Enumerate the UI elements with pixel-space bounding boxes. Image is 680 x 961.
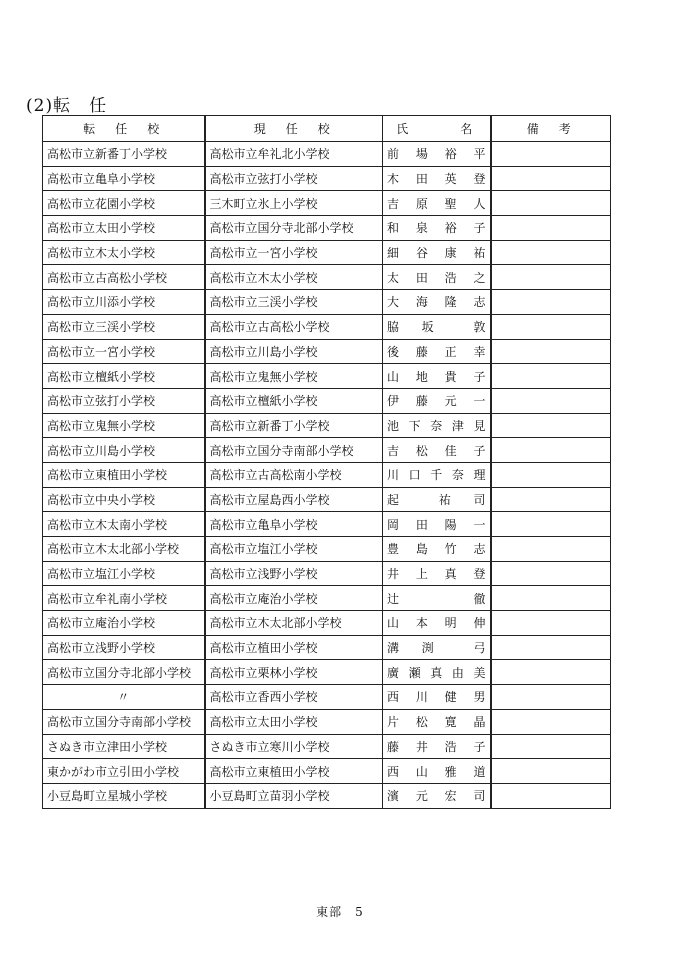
- remarks-cell: [491, 586, 611, 611]
- transfer-school-cell: 高松市立川島小学校: [43, 438, 205, 463]
- current-school-cell: 高松市立屋島西小学校: [205, 487, 383, 512]
- table-row: [43, 216, 611, 241]
- remarks-cell: [491, 512, 611, 537]
- transfer-school-cell: 小豆島町立星城小学校: [43, 783, 205, 808]
- current-school-cell: 高松市立新番丁小学校: [205, 413, 383, 438]
- table-row: [43, 660, 611, 685]
- transfer-school-cell: 高松市立古高松小学校: [43, 265, 205, 290]
- transfer-school-cell: 高松市立国分寺南部小学校: [43, 709, 205, 734]
- transfer-school-cell: 高松市立花園小学校: [43, 191, 205, 216]
- section-title: (2)転 任: [26, 96, 108, 116]
- table-row: [43, 734, 611, 759]
- name-cell: 西山雅道: [383, 759, 491, 784]
- remarks-cell: [491, 783, 611, 808]
- remarks-cell: [491, 462, 611, 487]
- current-school-cell: 高松市立塩江小学校: [205, 537, 383, 562]
- remarks-cell: [491, 388, 611, 413]
- remarks-cell: [491, 438, 611, 463]
- table-row: [43, 685, 611, 710]
- current-school-cell: 高松市立庵治小学校: [205, 586, 383, 611]
- header-transfer-school: 転 任 校: [43, 116, 205, 142]
- current-school-cell: さぬき市立寒川小学校: [205, 734, 383, 759]
- current-school-cell: 高松市立牟礼北小学校: [205, 142, 383, 167]
- name-cell: 吉松佳子: [383, 438, 491, 463]
- current-school-cell: 高松市立川島小学校: [205, 339, 383, 364]
- current-school-cell: 高松市立香西小学校: [205, 685, 383, 710]
- table-row: [43, 339, 611, 364]
- name-cell: 豊島竹志: [383, 537, 491, 562]
- current-school-cell: 高松市立浅野小学校: [205, 561, 383, 586]
- table-row: [43, 388, 611, 413]
- current-school-cell: 高松市立古高松南小学校: [205, 462, 383, 487]
- name-cell: 辻 徹: [383, 586, 491, 611]
- transfer-school-cell: 高松市立木太南小学校: [43, 512, 205, 537]
- header-name: 氏 名: [383, 116, 491, 142]
- current-school-cell: 高松市立植田小学校: [205, 635, 383, 660]
- name-cell: 藤井浩子: [383, 734, 491, 759]
- remarks-cell: [491, 561, 611, 586]
- name-cell: 山本明伸: [383, 611, 491, 636]
- remarks-cell: [491, 759, 611, 784]
- remarks-cell: [491, 191, 611, 216]
- current-school-cell: 小豆島町立苗羽小学校: [205, 783, 383, 808]
- current-school-cell: 高松市立木太小学校: [205, 265, 383, 290]
- current-school-cell: 高松市立三渓小学校: [205, 290, 383, 315]
- table-row: [43, 709, 611, 734]
- transfer-school-cell: 高松市立亀阜小学校: [43, 166, 205, 191]
- table-row: [43, 142, 611, 167]
- table-row: [43, 462, 611, 487]
- name-cell: 片松寛晶: [383, 709, 491, 734]
- remarks-cell: [491, 240, 611, 265]
- name-cell: 和泉裕子: [383, 216, 491, 241]
- transfer-school-cell: 高松市立浅野小学校: [43, 635, 205, 660]
- table-row: [43, 611, 611, 636]
- transfer-school-cell: 高松市立塩江小学校: [43, 561, 205, 586]
- table-row: [43, 166, 611, 191]
- page-footer: 東部 5: [316, 905, 364, 919]
- transfer-school-cell: 高松市立木太北部小学校: [43, 537, 205, 562]
- remarks-cell: [491, 487, 611, 512]
- table-row: [43, 537, 611, 562]
- remarks-cell: [491, 290, 611, 315]
- transfer-school-cell: 高松市立檀紙小学校: [43, 364, 205, 389]
- table-body: [43, 142, 611, 809]
- remarks-cell: [491, 537, 611, 562]
- remarks-cell: [491, 314, 611, 339]
- name-cell: 廣瀬真由美: [383, 660, 491, 685]
- transfer-school-cell: 高松市立牟礼南小学校: [43, 586, 205, 611]
- name-cell: 濱元宏司: [383, 783, 491, 808]
- remarks-cell: [491, 364, 611, 389]
- transfer-school-cell: 高松市立国分寺北部小学校: [43, 660, 205, 685]
- name-cell: 吉原聖人: [383, 191, 491, 216]
- table-header-row: [43, 116, 611, 142]
- table-row: [43, 290, 611, 315]
- transfer-school-cell: 高松市立川添小学校: [43, 290, 205, 315]
- table-row: [43, 314, 611, 339]
- transfer-school-cell: 高松市立一宮小学校: [43, 339, 205, 364]
- transfer-school-cell: 〃: [43, 685, 205, 710]
- transfer-table: [42, 115, 611, 809]
- remarks-cell: [491, 685, 611, 710]
- name-cell: 太田浩之: [383, 265, 491, 290]
- table-row: [43, 783, 611, 808]
- current-school-cell: 高松市立太田小学校: [205, 709, 383, 734]
- remarks-cell: [491, 635, 611, 660]
- transfer-school-cell: 東かがわ市立引田小学校: [43, 759, 205, 784]
- remarks-cell: [491, 413, 611, 438]
- table-row: [43, 512, 611, 537]
- remarks-cell: [491, 611, 611, 636]
- name-cell: 西川健男: [383, 685, 491, 710]
- table-row: [43, 586, 611, 611]
- transfer-school-cell: 高松市立鬼無小学校: [43, 413, 205, 438]
- table-row: [43, 364, 611, 389]
- name-cell: 池下奈津見: [383, 413, 491, 438]
- remarks-cell: [491, 339, 611, 364]
- name-cell: 井上真登: [383, 561, 491, 586]
- name-cell: 起 祐 司: [383, 487, 491, 512]
- remarks-cell: [491, 660, 611, 685]
- transfer-school-cell: 高松市立太田小学校: [43, 216, 205, 241]
- table-row: [43, 265, 611, 290]
- current-school-cell: 高松市立檀紙小学校: [205, 388, 383, 413]
- current-school-cell: 高松市立東植田小学校: [205, 759, 383, 784]
- remarks-cell: [491, 142, 611, 167]
- remarks-cell: [491, 265, 611, 290]
- remarks-cell: [491, 216, 611, 241]
- table-row: [43, 635, 611, 660]
- table-row: [43, 561, 611, 586]
- table-row: [43, 487, 611, 512]
- name-cell: 後藤正幸: [383, 339, 491, 364]
- transfer-school-cell: 高松市立三渓小学校: [43, 314, 205, 339]
- transfer-school-cell: 高松市立木太小学校: [43, 240, 205, 265]
- transfer-school-cell: 高松市立東植田小学校: [43, 462, 205, 487]
- name-cell: 前場裕平: [383, 142, 491, 167]
- current-school-cell: 高松市立古高松小学校: [205, 314, 383, 339]
- current-school-cell: 三木町立氷上小学校: [205, 191, 383, 216]
- table-row: [43, 191, 611, 216]
- table-row: [43, 759, 611, 784]
- transfer-school-cell: さぬき市立津田小学校: [43, 734, 205, 759]
- name-cell: 溝 渕 弓: [383, 635, 491, 660]
- name-cell: 山地貴子: [383, 364, 491, 389]
- header-current-school: 現 任 校: [205, 116, 383, 142]
- name-cell: 岡田陽一: [383, 512, 491, 537]
- transfer-school-cell: 高松市立新番丁小学校: [43, 142, 205, 167]
- name-cell: 脇 坂 敦: [383, 314, 491, 339]
- current-school-cell: 高松市立一宮小学校: [205, 240, 383, 265]
- name-cell: 木田英登: [383, 166, 491, 191]
- table-row: [43, 438, 611, 463]
- current-school-cell: 高松市立鬼無小学校: [205, 364, 383, 389]
- name-cell: 川口千奈理: [383, 462, 491, 487]
- transfer-school-cell: 高松市立弦打小学校: [43, 388, 205, 413]
- current-school-cell: 高松市立国分寺南部小学校: [205, 438, 383, 463]
- remarks-cell: [491, 709, 611, 734]
- current-school-cell: 高松市立木太北部小学校: [205, 611, 383, 636]
- current-school-cell: 高松市立国分寺北部小学校: [205, 216, 383, 241]
- name-cell: 大海隆志: [383, 290, 491, 315]
- transfer-school-cell: 高松市立中央小学校: [43, 487, 205, 512]
- table-row: [43, 240, 611, 265]
- current-school-cell: 高松市立亀阜小学校: [205, 512, 383, 537]
- name-cell: 伊藤元一: [383, 388, 491, 413]
- remarks-cell: [491, 166, 611, 191]
- table-row: [43, 413, 611, 438]
- remarks-cell: [491, 734, 611, 759]
- name-cell: 細谷康祐: [383, 240, 491, 265]
- transfer-school-cell: 高松市立庵治小学校: [43, 611, 205, 636]
- current-school-cell: 高松市立弦打小学校: [205, 166, 383, 191]
- header-remarks: 備 考: [491, 116, 611, 142]
- current-school-cell: 高松市立栗林小学校: [205, 660, 383, 685]
